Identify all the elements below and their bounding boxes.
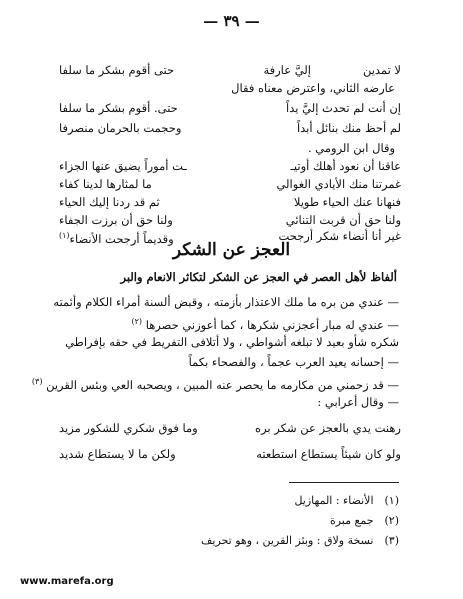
- footnote-1-num: (١): [384, 494, 399, 507]
- verse-6-right: عاقنا أن نعود أهلك أوتيـ: [290, 159, 401, 173]
- section-subtitle: ألفاظ لأهل العصر في العجز عن الشكر لتكاثر الانعام والبر: [120, 270, 397, 284]
- body-line-2: [63, 314, 399, 333]
- verse-1-left: حتى أقوم بشكر ما سلفا: [59, 63, 175, 77]
- body-line-1: — عندي من بره ما ملك الاعتذار بأزمته ، وقبض ألسنة أمراء الكلام وأئمته: [53, 295, 399, 309]
- body-line-2-text: — عندي له مبار أعجزني شكرها ، كما أعوزني حصرها: [145, 317, 399, 332]
- footnote-2: [330, 514, 399, 527]
- verse-8-left: ثم قد ردنا إليك الحياء: [59, 195, 160, 209]
- bottom-verse-2-left: ولكن ما لا يستطاع شديد: [59, 447, 176, 461]
- verse-1-right: لا تمدين: [362, 63, 401, 77]
- body-line-6: — وقال أعرابي :: [317, 395, 399, 409]
- verse-3-left: حتى. أقوم بشكر ما سلفا: [59, 101, 178, 115]
- verse-9-right: ولنا حق أن قربت التنائي: [285, 213, 401, 227]
- footnote-2-text: جمع مبرة: [329, 514, 374, 527]
- footnote-rule: [289, 482, 399, 483]
- footnote-1-text: الأنضاء : المهازيل: [294, 494, 374, 507]
- website-watermark: www.marefa.org: [20, 576, 114, 587]
- footnote-mark-2: (٢): [131, 317, 143, 326]
- verse-9-left: ولنا حق أن برزت الجفاء: [59, 213, 173, 227]
- verse-1-mid: إليَّ عارفة: [263, 63, 311, 77]
- verse-10-left-text: وقديماً أرجحت الأنضاء: [69, 231, 174, 246]
- footnote-1: [294, 494, 399, 507]
- body-line-4: — إحسانه يعيد العرب عجماً ، والفصحاء بكماً: [188, 355, 399, 369]
- text-line-2: عارضه الثاني، واعترض معناه فقال: [231, 81, 395, 95]
- body-line-5-text: — قد زحمني من مكارمه ما يحصر عنه المبين ، ويصحبه العي وبئس القرين: [46, 377, 399, 392]
- bottom-verse-1-left: وما فوق شكري للشكور مزيد: [59, 421, 198, 435]
- verse-7-left: ما لمثارها لدينا كفاء: [59, 177, 152, 191]
- verse-6-left: ـت أموراً يضيق عنها الجزاء: [59, 159, 187, 173]
- page-number: — ٣٩ —: [203, 12, 260, 30]
- verse-7-right: غمرتنا منك الأيادي الغوالي: [276, 177, 401, 191]
- bottom-verse-1-right: رهنت يدي بالعجز عن شكر بره: [255, 421, 401, 435]
- verse-4-right: لم أحظ منك بنائل أبداً: [296, 121, 401, 135]
- bottom-verse-2-right: ولو كان شيئاً يستطاع استطعته: [256, 447, 401, 461]
- footnote-3-num: (٣): [384, 534, 399, 547]
- text-line-5: وقال ابن الرومي .: [307, 141, 395, 155]
- footnote-2-num: (٢): [384, 514, 399, 527]
- footnote-mark-1: (١): [59, 231, 70, 240]
- body-line-5: [31, 374, 399, 393]
- footnote-3: [201, 534, 399, 547]
- footnote-3-text: نسخة ولاق : وبئز القرين ، وهو تحريف: [201, 534, 374, 547]
- section-title: العجز عن الشكر: [172, 240, 291, 260]
- verse-8-right: فنهانا عنك الحياء طويلا: [293, 195, 401, 209]
- verse-10-right: غير أنا أنضاء شكر أرجحت: [278, 229, 401, 243]
- verse-3-right: إن أنت لم تحدث إليَّ يداً: [286, 101, 401, 115]
- verse-4-left: وحجمت بالحرمان منصرفا: [59, 121, 182, 135]
- footnote-mark-3: (٣): [31, 377, 43, 386]
- body-line-3: شكره شأو بعيد لا تبلغه أشواطي ، ولا أتلافى التفريط في حقه بإفراطي: [65, 335, 399, 349]
